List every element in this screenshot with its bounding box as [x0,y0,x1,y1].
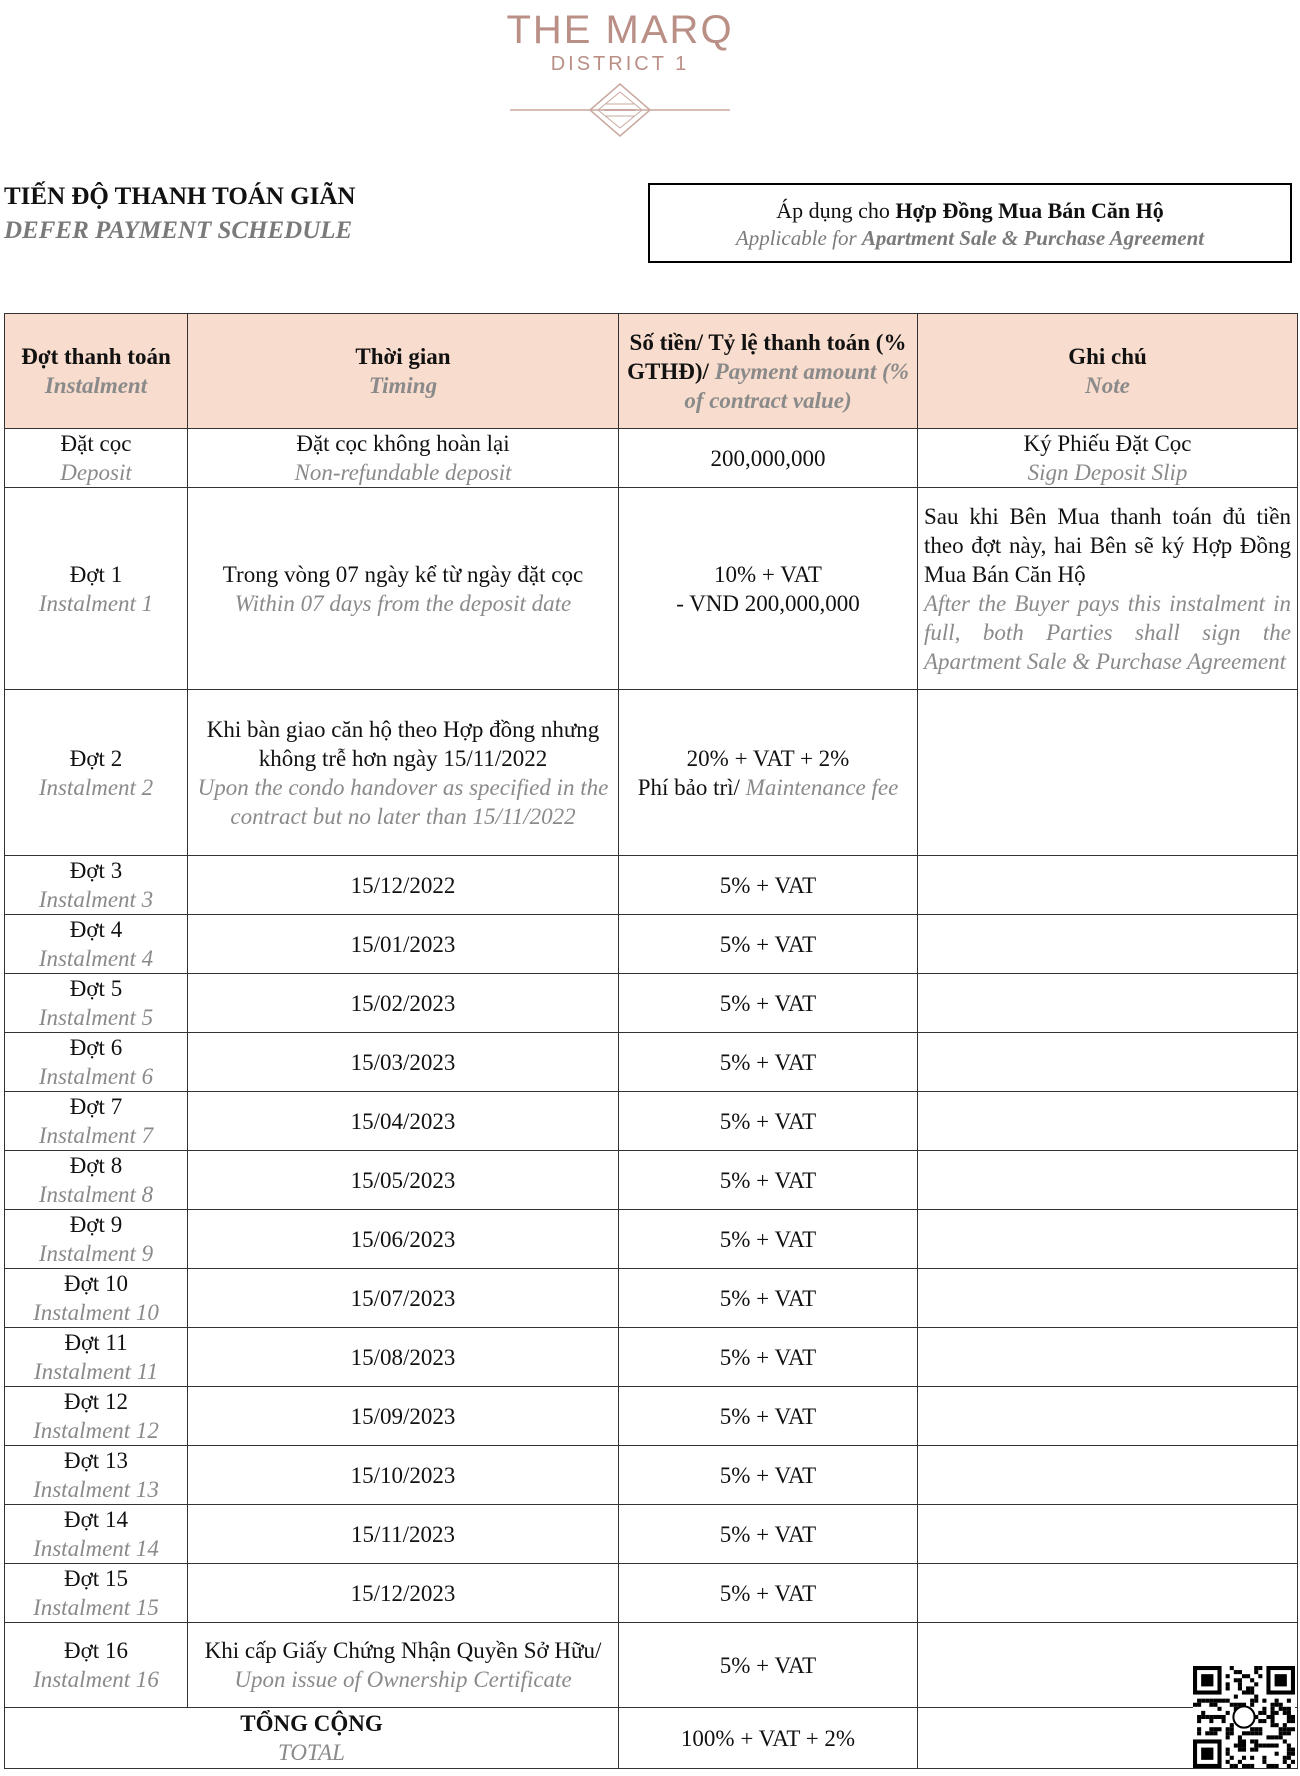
instalment-vn: Đợt 9 [69,1212,123,1237]
table-row [5,915,1298,974]
note-en: Sign Deposit Slip [1027,460,1188,485]
applicable-en-prefix: Applicable for [735,226,862,250]
timing-cell: 15/10/2023 [188,1446,619,1505]
document-title [4,180,355,248]
applicable-en-bold: Apartment Sale & Purchase Agreement [861,226,1205,250]
header-amount [619,314,918,429]
instalment-cell [5,690,188,856]
note-cell [918,1446,1298,1505]
total-label-cell [5,1708,619,1769]
amount-cell: 5% + VAT [619,915,918,974]
timing-en: Non-refundable deposit [294,460,512,485]
instalment-cell [5,1151,188,1210]
amount-cell [619,690,918,856]
total-vn: TỔNG CỘNG [240,1711,383,1736]
total-row [5,1708,1298,1769]
instalment-vn: Đợt 15 [64,1566,128,1591]
table-row [5,1033,1298,1092]
instalment-en: Instalment 5 [38,1005,154,1030]
instalment-cell [5,1564,188,1623]
instalment-vn: Đợt 5 [69,976,123,1001]
timing-en: Upon issue of Ownership Certificate [234,1667,572,1692]
amount-cell: 5% + VAT [619,1269,918,1328]
amount-cell: 5% + VAT [619,1033,918,1092]
instalment-vn: Đợt 14 [64,1507,128,1532]
header-note [918,314,1298,429]
logo-emblem-icon [510,80,730,142]
logo-title: THE MARQ [506,8,734,52]
timing-cell: 15/03/2023 [188,1033,619,1092]
table-row [5,1446,1298,1505]
amount-cell: 5% + VAT [619,974,918,1033]
the-marq-logo [500,8,740,142]
applicable-box [648,183,1292,263]
instalment-vn: Đợt 10 [64,1271,128,1296]
logo-subtitle: DISTRICT 1 [550,53,690,75]
applicable-vn-bold: Hợp Đồng Mua Bán Căn Hộ [895,198,1164,223]
amount-cell: 5% + VAT [619,1092,918,1151]
amount-cell: 5% + VAT [619,1328,918,1387]
header-timing [188,314,619,429]
timing-cell: 15/12/2022 [188,856,619,915]
timing-cell: 15/01/2023 [188,915,619,974]
header-instalment [5,314,188,429]
applicable-vn [650,197,1290,225]
instalment-vn: Đợt 7 [69,1094,123,1119]
timing-cell: 15/11/2023 [188,1505,619,1564]
note-cell [918,1328,1298,1387]
qr-code-icon[interactable] [1193,1666,1295,1768]
instalment-en: Instalment 14 [33,1536,159,1561]
timing-cell [188,1623,619,1708]
note-cell [918,1505,1298,1564]
header-instalment-en: Instalment [44,373,148,398]
title-vn: TIẾN ĐỘ THANH TOÁN GIÃN [4,183,356,210]
note-cell [918,690,1298,856]
applicable-en [650,225,1290,251]
table-row [5,1387,1298,1446]
amount-cell: 5% + VAT [619,1210,918,1269]
timing-en: Upon the condo handover as specified in the contract but no later than 15/11/2022 [197,774,609,829]
note-cell [918,1151,1298,1210]
table-row [5,1269,1298,1328]
instalment-en: Instalment 7 [38,1123,154,1148]
table-row [5,1564,1298,1623]
amount-maintenance-vn: Phí bảo trì/ [637,774,740,800]
amount-cell [619,488,918,690]
instalment-cell [5,1387,188,1446]
instalment-cell [5,1210,188,1269]
amount-maintenance-en: Maintenance fee [745,774,899,800]
instalment-vn: Đợt 13 [64,1448,128,1473]
title-en: DEFER PAYMENT SCHEDULE [4,217,353,244]
amount-maintenance [625,773,911,802]
table-row [5,1092,1298,1151]
table-row [5,974,1298,1033]
amount-cell: 5% + VAT [619,1505,918,1564]
instalment-en: Instalment 1 [38,590,154,616]
instalment-cell [5,488,188,690]
note-cell [918,1269,1298,1328]
instalment-vn: Đợt 11 [64,1330,128,1355]
amount-cell: 5% + VAT [619,1387,918,1446]
timing-cell: 15/08/2023 [188,1328,619,1387]
timing-cell [188,429,619,488]
note-cell [918,1387,1298,1446]
timing-cell: 15/07/2023 [188,1269,619,1328]
amount-cell: 5% + VAT [619,856,918,915]
total-en: TOTAL [278,1740,345,1765]
note-vn: Sau khi Bên Mua thanh toán đủ tiền theo đợt này, hai Bên sẽ ký Hợp Đồng Mua Bán Căn Hộ [924,503,1291,587]
timing-cell: 15/12/2023 [188,1564,619,1623]
timing-cell [188,488,619,690]
instalment-cell [5,1505,188,1564]
instalment-vn: Đợt 2 [69,745,123,771]
instalment-vn: Đặt cọc [60,431,132,456]
instalment-en: Instalment 9 [38,1241,154,1266]
instalment-cell [5,856,188,915]
note-cell [918,488,1298,690]
instalment-vn: Đợt 12 [64,1389,128,1414]
note-cell [918,856,1298,915]
instalment-cell [5,429,188,488]
amount-cell: 5% + VAT [619,1446,918,1505]
amount-line2: - VND 200,000,000 [676,590,860,616]
instalment-en: Instalment 13 [33,1477,159,1502]
table-row [5,1151,1298,1210]
amount-line1: 10% + VAT [714,561,822,587]
instalment-cell [5,974,188,1033]
table-row [5,488,1298,690]
instalment-vn: Đợt 4 [69,917,123,942]
amount-line1: 20% + VAT + 2% [686,745,850,771]
note-cell [918,1033,1298,1092]
applicable-vn-prefix: Áp dụng cho [776,198,896,223]
table-row [5,1505,1298,1564]
instalment-en: Instalment 11 [33,1359,159,1384]
table-row [5,690,1298,856]
total-amount-cell: 100% + VAT + 2% [619,1708,918,1769]
note-cell [918,1564,1298,1623]
header-timing-en: Timing [368,373,438,398]
amount-cell: 5% + VAT [619,1151,918,1210]
note-en: After the Buyer pays this instalment in full, both Parties shall sign the Apartment Sale & Purchase Agreement [924,590,1291,674]
note-cell [918,1092,1298,1151]
timing-cell: 15/05/2023 [188,1151,619,1210]
instalment-cell [5,1623,188,1708]
table-header-row [5,314,1298,429]
amount-cell: 200,000,000 [619,429,918,488]
amount-cell: 5% + VAT [619,1564,918,1623]
instalment-en: Instalment 15 [33,1595,159,1620]
instalment-cell [5,915,188,974]
timing-en: Within 07 days from the deposit date [234,590,572,616]
instalment-en: Instalment 12 [33,1418,159,1443]
timing-cell: 15/09/2023 [188,1387,619,1446]
instalment-en: Instalment 16 [33,1667,159,1692]
instalment-vn: Đợt 1 [69,561,123,587]
instalment-vn: Đợt 16 [64,1638,128,1663]
timing-vn: Khi cấp Giấy Chứng Nhận Quyền Sở Hữu/ [204,1638,602,1663]
table-row [5,429,1298,488]
instalment-cell [5,1033,188,1092]
header-instalment-vn: Đợt thanh toán [21,344,171,369]
note-vn: Ký Phiếu Đặt Cọc [1023,431,1192,456]
amount-cell: 5% + VAT [619,1623,918,1708]
table-row [5,856,1298,915]
header-amount-vn: Số tiền/ Tỷ lệ thanh toán (% GTHĐ)/ [627,329,907,384]
header-timing-vn: Thời gian [355,344,451,369]
timing-vn: Đặt cọc không hoàn lại [296,431,510,456]
instalment-cell [5,1328,188,1387]
table-row [5,1210,1298,1269]
payment-schedule-table [4,313,1298,1769]
timing-cell: 15/06/2023 [188,1210,619,1269]
instalment-vn: Đợt 3 [69,858,123,883]
table-row [5,1623,1298,1708]
note-cell [918,429,1298,488]
header-note-vn: Ghi chú [1068,344,1147,369]
timing-vn: Trong vòng 07 ngày kể từ ngày đặt cọc [222,561,584,587]
instalment-vn: Đợt 6 [69,1035,123,1060]
instalment-cell [5,1446,188,1505]
note-cell [918,1210,1298,1269]
instalment-en: Instalment 10 [33,1300,159,1325]
note-cell [918,915,1298,974]
timing-cell: 15/02/2023 [188,974,619,1033]
header-note-en: Note [1085,373,1130,398]
timing-vn: Khi bàn giao căn hộ theo Hợp đồng nhưng không trễ hơn ngày 15/11/2022 [206,716,600,771]
instalment-en: Instalment 8 [38,1182,154,1207]
instalment-vn: Đợt 8 [69,1153,123,1178]
timing-cell [188,690,619,856]
instalment-cell [5,1269,188,1328]
instalment-en: Instalment 6 [38,1064,154,1089]
header-amount-en: Payment amount (% of contract value) [684,358,909,413]
instalment-en: Deposit [60,460,132,485]
note-cell [918,974,1298,1033]
timing-cell: 15/04/2023 [188,1092,619,1151]
instalment-en: Instalment 4 [38,946,154,971]
instalment-en: Instalment 2 [38,774,154,800]
instalment-en: Instalment 3 [38,887,154,912]
instalment-cell [5,1092,188,1151]
table-row [5,1328,1298,1387]
